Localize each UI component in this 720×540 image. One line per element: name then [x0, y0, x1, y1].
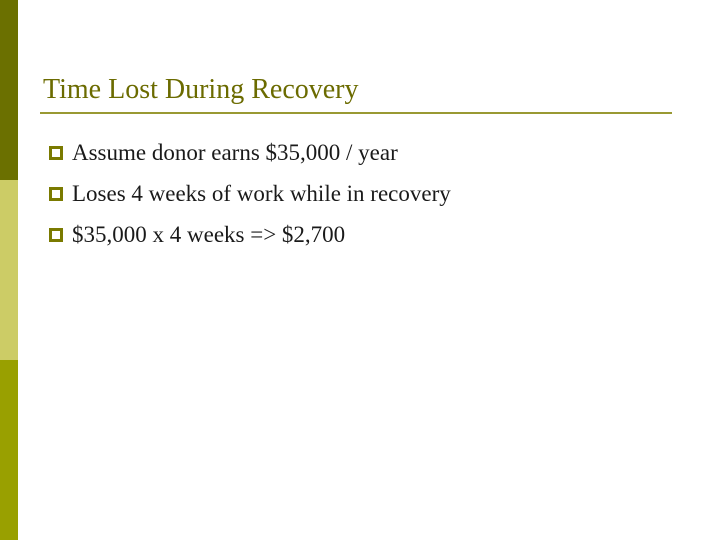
bullet-text: Loses 4 weeks of work while in recovery	[72, 180, 451, 206]
square-bullet-icon	[48, 145, 64, 161]
side-decoration-bar	[0, 0, 18, 540]
bullet-item	[48, 132, 451, 173]
square-bullet-icon	[48, 186, 64, 202]
bullet-text: Assume donor earns $35,000 / year	[72, 139, 398, 165]
bullet-item	[48, 173, 451, 214]
bullet-text: $35,000 x 4 weeks => $2,700	[72, 221, 346, 247]
title-underline	[40, 112, 672, 114]
side-bar-middle-segment	[0, 180, 18, 360]
slide-title: Time Lost During Recovery	[43, 74, 359, 105]
bullet-item	[48, 214, 451, 255]
bullet-list	[48, 132, 451, 255]
side-bar-top-segment	[0, 0, 18, 180]
side-bar-bottom-segment	[0, 360, 18, 540]
square-bullet-icon	[48, 227, 64, 243]
